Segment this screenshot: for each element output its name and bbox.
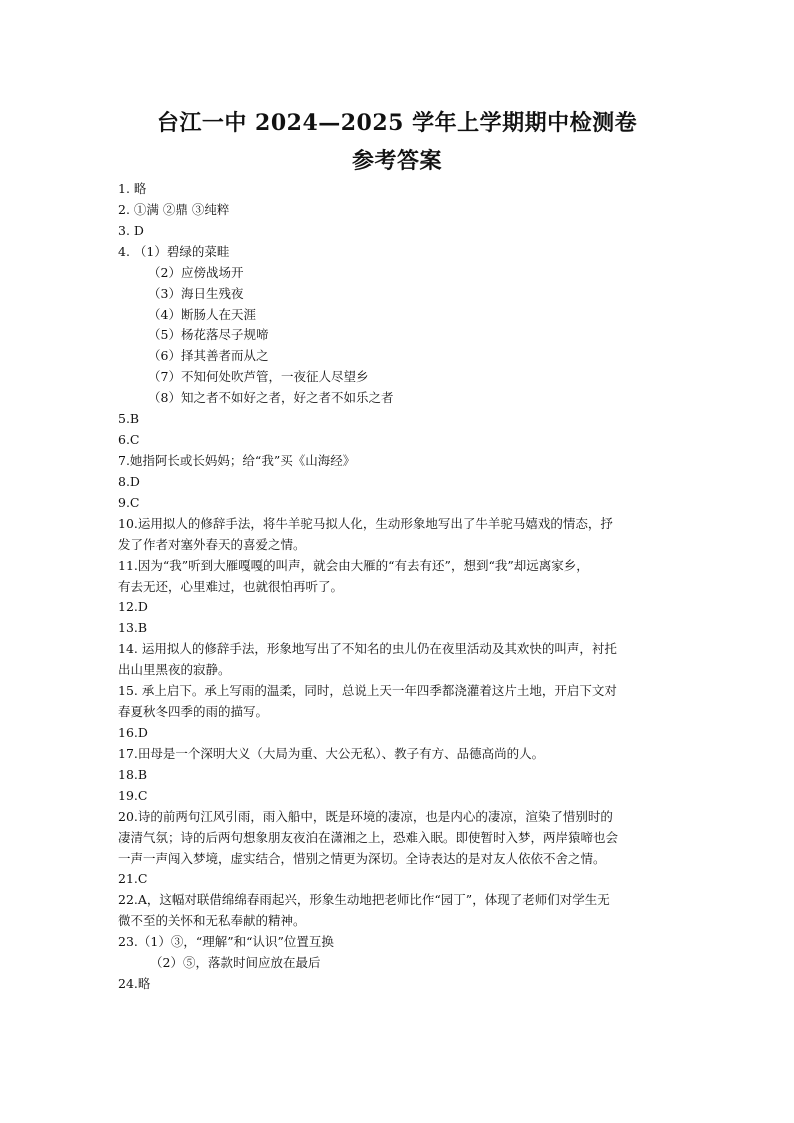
answer-line: 5.B bbox=[118, 411, 140, 426]
answer-line: 17.田母是一个深明大义（大局为重、大公无私）、教子有方、品德高尚的人。 bbox=[118, 746, 545, 761]
answer-line: 1. 略 bbox=[118, 181, 147, 196]
answer-line: 16.D bbox=[118, 725, 148, 740]
answer-line: 12.D bbox=[118, 599, 148, 614]
answer-line: 19.C bbox=[118, 788, 148, 803]
answer-line: 6.C bbox=[118, 432, 140, 447]
answer-line: 23.（1）③，“理解”和“认识”位置互换 bbox=[118, 934, 334, 949]
answer-line: 13.B bbox=[118, 620, 148, 635]
answer-line: 18.B bbox=[118, 767, 148, 782]
document-title: 台江一中 2024—2025 学年上学期期中检测卷 bbox=[156, 110, 638, 136]
answer-line: （2）应傍战场开 bbox=[148, 265, 244, 280]
answer-line: 微不至的关怀和无私奉献的精神。 bbox=[118, 913, 306, 928]
answer-line: 4. （1）碧绿的菜畦 bbox=[118, 244, 230, 259]
answer-line: 14. 运用拟人的修辞手法，形象地写出了不知名的虫儿仍在夜里活动及其欢快的叫声，衬托 bbox=[118, 641, 617, 656]
answer-line: 20.诗的前两句江风引雨，雨入船中，既是环境的凄凉，也是内心的凄凉，渲染了惜别时的 bbox=[118, 809, 613, 824]
answer-line: 2. ①满 ②鼎 ③纯粹 bbox=[118, 202, 230, 217]
answer-line: （3）海日生残夜 bbox=[148, 286, 244, 301]
answer-line: 7.她指阿长或长妈妈；给“我”买《山海经》 bbox=[118, 453, 356, 468]
answer-line: （2）⑤，落款时间应放在最后 bbox=[150, 955, 321, 970]
answer-line: （8）知之者不如好之者，好之者不如乐之者 bbox=[148, 390, 394, 405]
answer-line: 9.C bbox=[118, 495, 140, 510]
answer-line: 15. 承上启下。承上写雨的温柔，同时，总说上天一年四季都浇灌着这片土地，开启下文对 bbox=[118, 683, 617, 698]
answer-line: 出山里黑夜的寂静。 bbox=[118, 662, 231, 677]
document-subtitle: 参考答案 bbox=[351, 148, 442, 174]
answer-line: 凄清气氛；诗的后两句想象朋友夜泊在潇湘之上，恐难入眠。即使暂时入梦，两岸猿啼也会 bbox=[118, 830, 619, 845]
answer-line: 24.略 bbox=[118, 976, 151, 991]
answer-line: （6）择其善者而从之 bbox=[148, 348, 269, 363]
answer-line: 22.A，这幅对联借绵绵春雨起兴，形象生动地把老师比作“园丁”，体现了老师们对学生无 bbox=[118, 892, 610, 907]
answer-line: （7）不知何处吹芦管，一夜征人尽望乡 bbox=[148, 369, 369, 384]
answer-line: 一声一声闯入梦境，虚实结合，惜别之情更为深切。全诗表达的是对友人依依不舍之情。 bbox=[118, 851, 606, 866]
answer-line: 11.因为“我”听到大雁嘎嘎的叫声，就会由大雁的“有去有还”，想到“我”却远离家乡， bbox=[118, 558, 589, 573]
answer-line: （5）杨花落尽子规啼 bbox=[148, 327, 269, 342]
answer-line: 10.运用拟人的修辞手法，将牛羊驼马拟人化，生动形象地写出了牛羊驼马嬉戏的情态，抒 bbox=[118, 516, 613, 531]
answer-line: （4）断肠人在天涯 bbox=[148, 307, 256, 322]
answer-line: 春夏秋冬四季的雨的描写。 bbox=[118, 704, 269, 719]
answer-line: 21.C bbox=[118, 871, 148, 886]
answer-line: 3. D bbox=[118, 223, 144, 238]
answer-line: 8.D bbox=[118, 474, 140, 489]
answer-line: 有去无还，心里难过，也就很怕再听了。 bbox=[118, 579, 344, 594]
answer-line: 发了作者对塞外春天的喜爱之情。 bbox=[118, 537, 306, 552]
